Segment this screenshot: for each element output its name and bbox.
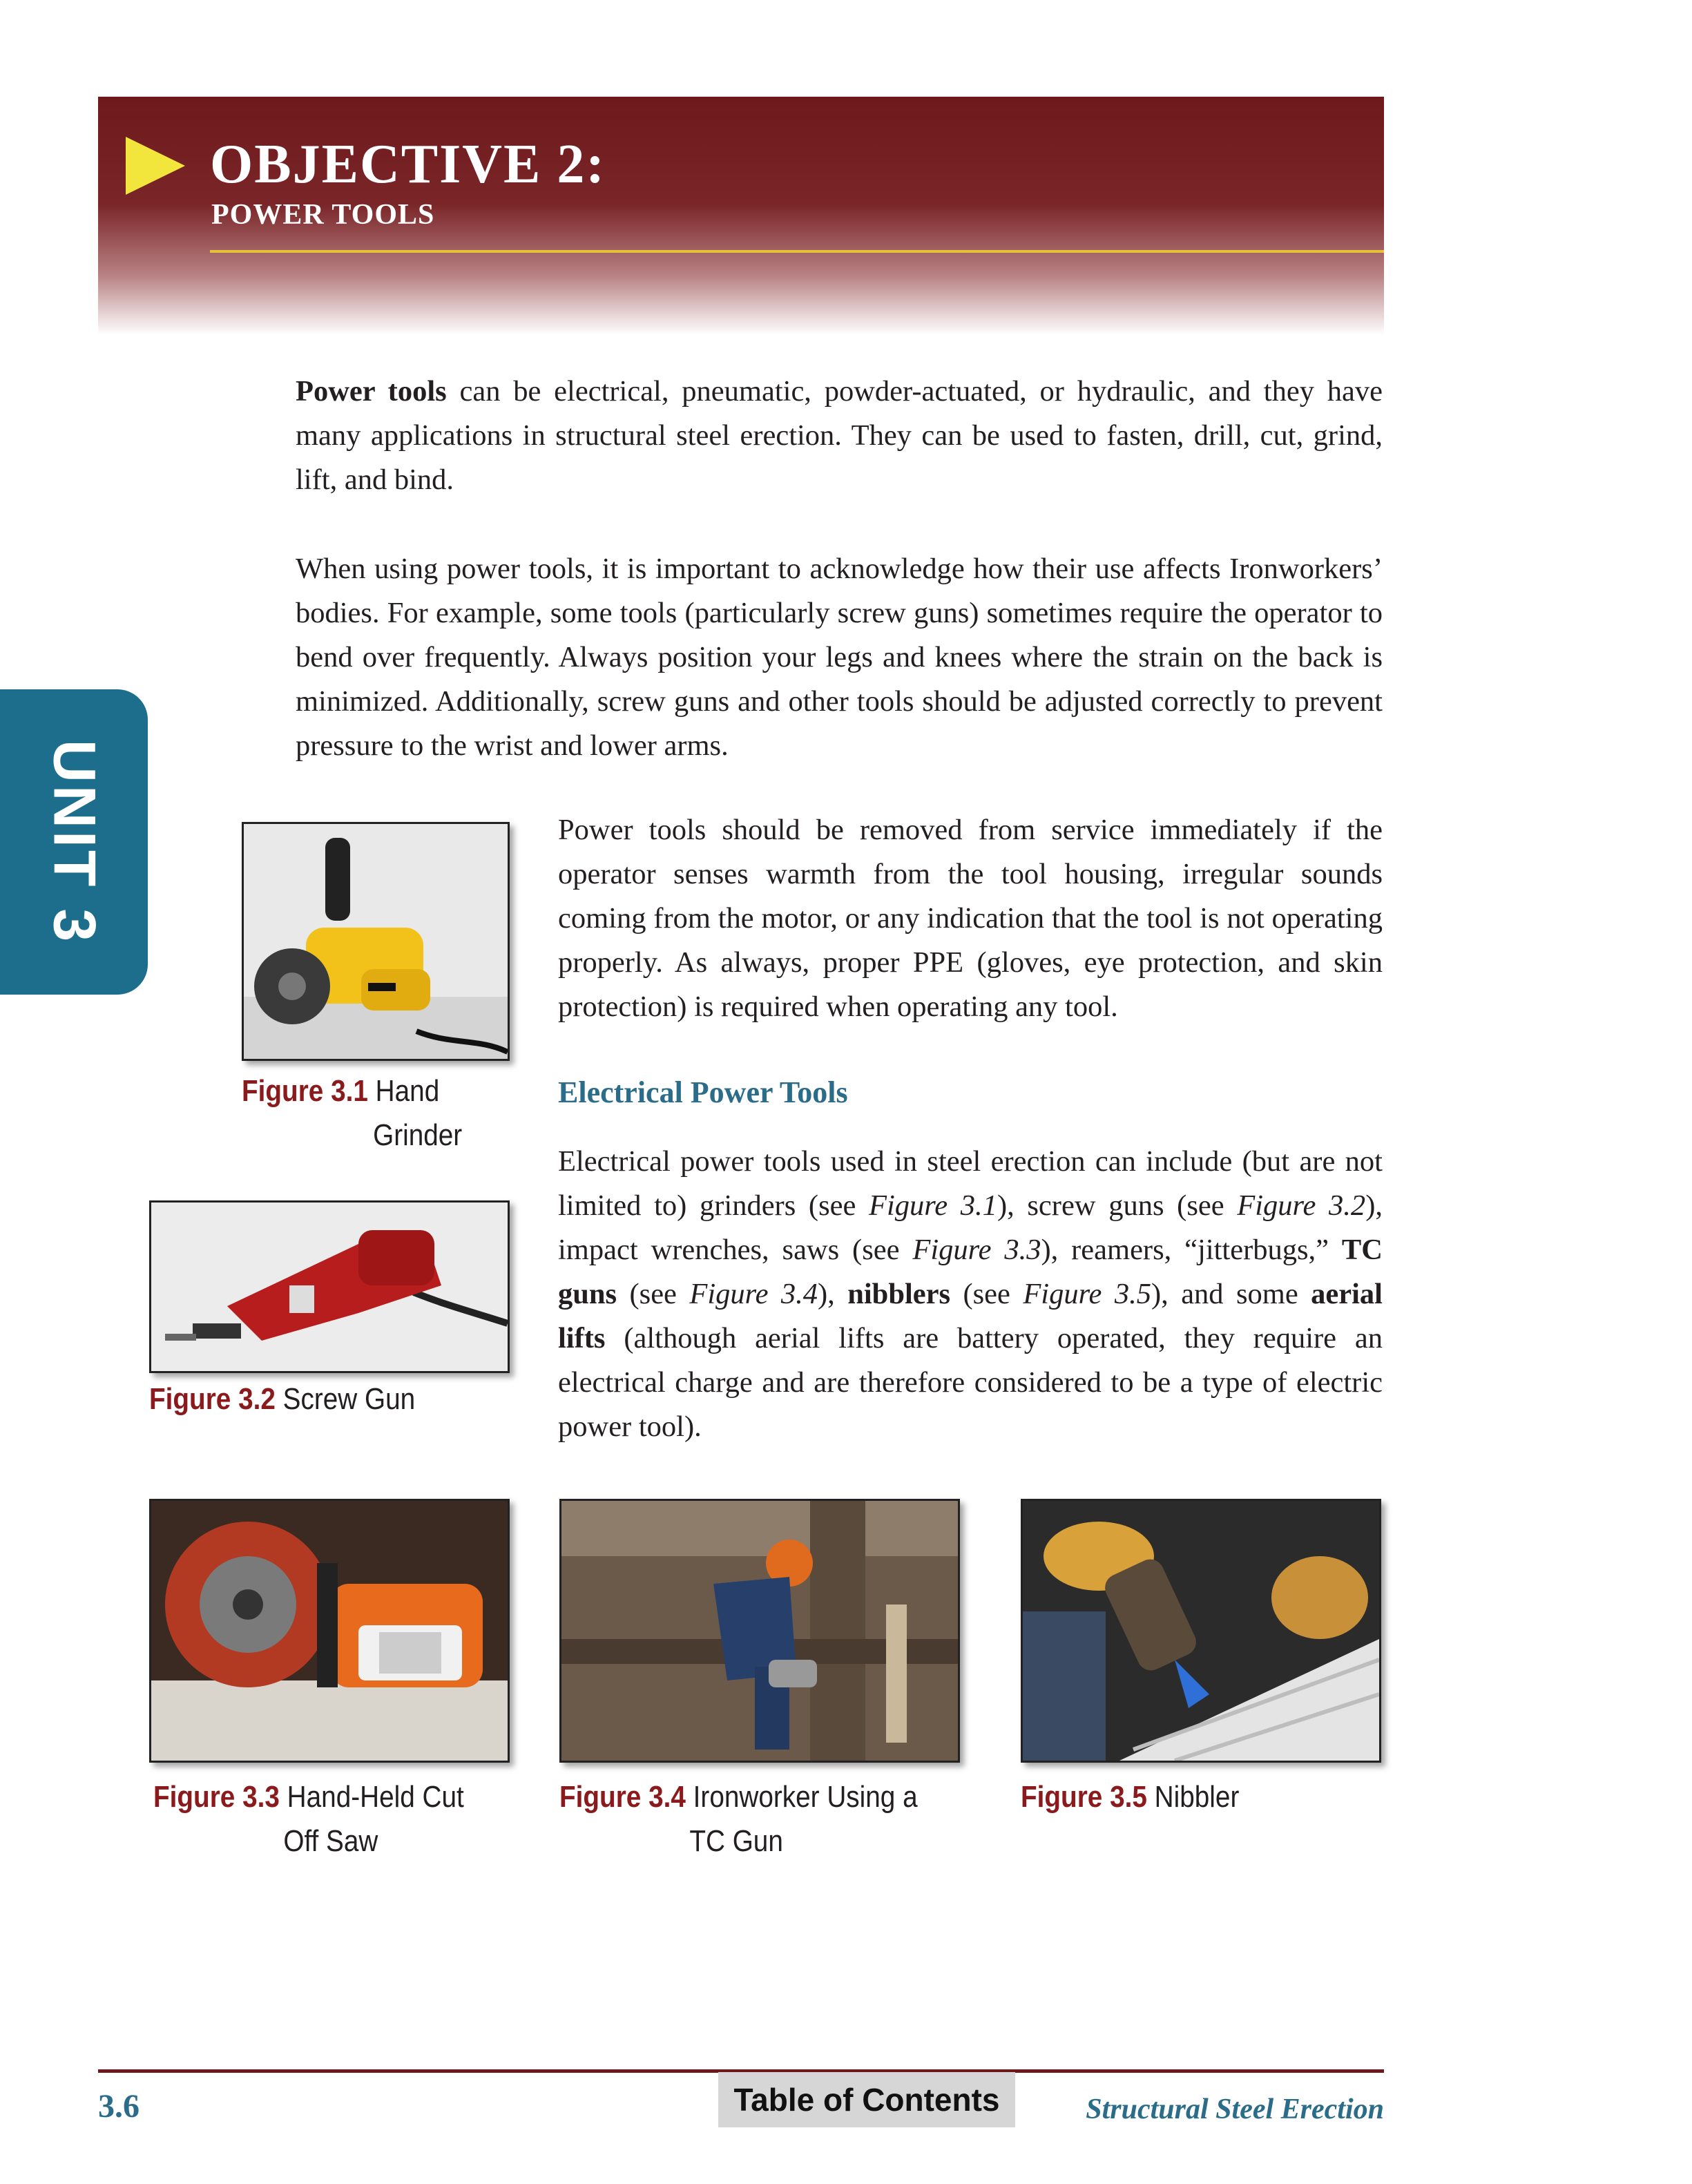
figure-number: Figure 3.4 xyxy=(559,1780,686,1814)
text-run: (although aerial lifts are battery operated, they require an electrical charge and are therefore considered to be a type of electric power tool). xyxy=(558,1322,1383,1443)
figure-number: Figure 3.2 xyxy=(149,1382,276,1416)
figure-3-4-photo xyxy=(559,1499,960,1763)
caption-text: TC Gun xyxy=(689,1824,783,1858)
figure-reference: Figure 3.5 xyxy=(1023,1278,1151,1310)
text-run: (see xyxy=(950,1278,1023,1310)
figure-3-3-caption xyxy=(153,1775,464,1864)
removal-paragraph: Power tools should be removed from service immediately if the operator senses warmth from the tool housing, irregular sounds coming from the motor, or any indication that the tool is not operating properly. As always, proper PPE (gloves, eye protection, and skin protection) is required when operating any tool. xyxy=(558,814,1383,1023)
term-tc-guns: TC guns xyxy=(558,1234,1383,1310)
arrow-icon xyxy=(126,137,185,195)
caption-text: Off Saw xyxy=(283,1824,378,1858)
text-run: ), screw guns (see xyxy=(997,1189,1238,1222)
figure-number: Figure 3.1 xyxy=(242,1074,368,1108)
term-nibblers: nibblers xyxy=(847,1278,951,1310)
figure-reference: Figure 3.4 xyxy=(689,1278,818,1310)
figure-3-1-caption xyxy=(242,1069,462,1158)
text-run: ), impact wrenches, saws (see xyxy=(558,1189,1383,1266)
figure-3-4-caption xyxy=(559,1775,918,1864)
figure-reference: Figure 3.1 xyxy=(869,1189,997,1222)
electrical-tools-paragraph xyxy=(558,1140,1383,1449)
caption-text: Ironworker Using a xyxy=(693,1780,918,1814)
caption-text: Hand xyxy=(375,1074,440,1108)
figure-3-3-photo xyxy=(149,1499,510,1763)
caption-text: Grinder xyxy=(373,1118,463,1152)
text-run: ), xyxy=(818,1278,848,1310)
unit-tab xyxy=(0,689,148,995)
table-of-contents-button[interactable]: Table of Contents xyxy=(718,2072,1015,2127)
objective-subtitle: POWER TOOLS xyxy=(211,199,435,231)
objective-header xyxy=(98,97,1384,335)
term-aerial-lifts: aerial lifts xyxy=(558,1278,1383,1354)
section-heading: Electrical Power Tools xyxy=(558,1075,848,1109)
header-divider xyxy=(210,250,1384,253)
figure-number: Figure 3.5 xyxy=(1021,1780,1147,1814)
figure-reference: Figure 3.2 xyxy=(1237,1189,1366,1222)
figure-reference: Figure 3.3 xyxy=(912,1234,1041,1266)
text-run: ), reamers, “jitterbugs,” xyxy=(1041,1234,1342,1266)
figure-3-2-photo xyxy=(149,1200,510,1373)
caption-text: Screw Gun xyxy=(282,1382,416,1416)
intro-text: can be electrical, pneumatic, powder-actuated, or hydraulic, and they have many applications in structural steel erection. They can be used to fasten, drill, cut, grind, lift, and bind. xyxy=(296,375,1383,496)
page-number: 3.6 xyxy=(98,2088,140,2125)
ergonomics-paragraph: When using power tools, it is important to acknowledge how their use affects Ironworkers’ bodies. For example, some tools (particularly screw guns) sometimes require the operator to bend over frequently. Always position your legs and knees where the strain on the back is minimized. Additionally, screw guns and other tools should be adjusted correctly to prevent pressure to the wrist and lower arms. xyxy=(296,553,1383,762)
caption-text: Nibbler xyxy=(1154,1780,1240,1814)
text-run: (see xyxy=(617,1278,690,1310)
intro-paragraph xyxy=(296,370,1383,502)
book-title: Structural Steel Erection xyxy=(1086,2094,1384,2125)
figure-3-5-photo xyxy=(1021,1499,1381,1763)
figure-number: Figure 3.3 xyxy=(153,1780,280,1814)
text-run: ), and some xyxy=(1151,1278,1311,1310)
figure-3-1-photo xyxy=(242,822,510,1061)
figure-3-2-caption xyxy=(149,1377,415,1421)
unit-tab-label: UNIT 3 xyxy=(41,739,108,945)
objective-title: OBJECTIVE 2: xyxy=(210,134,606,195)
text-run: Electrical power tools used in steel erection can include (but are not limited to) grinders (see xyxy=(558,1145,1383,1222)
figure-3-5-caption xyxy=(1021,1775,1239,1819)
term-power-tools: Power tools xyxy=(296,375,447,408)
caption-text: Hand-Held Cut xyxy=(287,1780,464,1814)
